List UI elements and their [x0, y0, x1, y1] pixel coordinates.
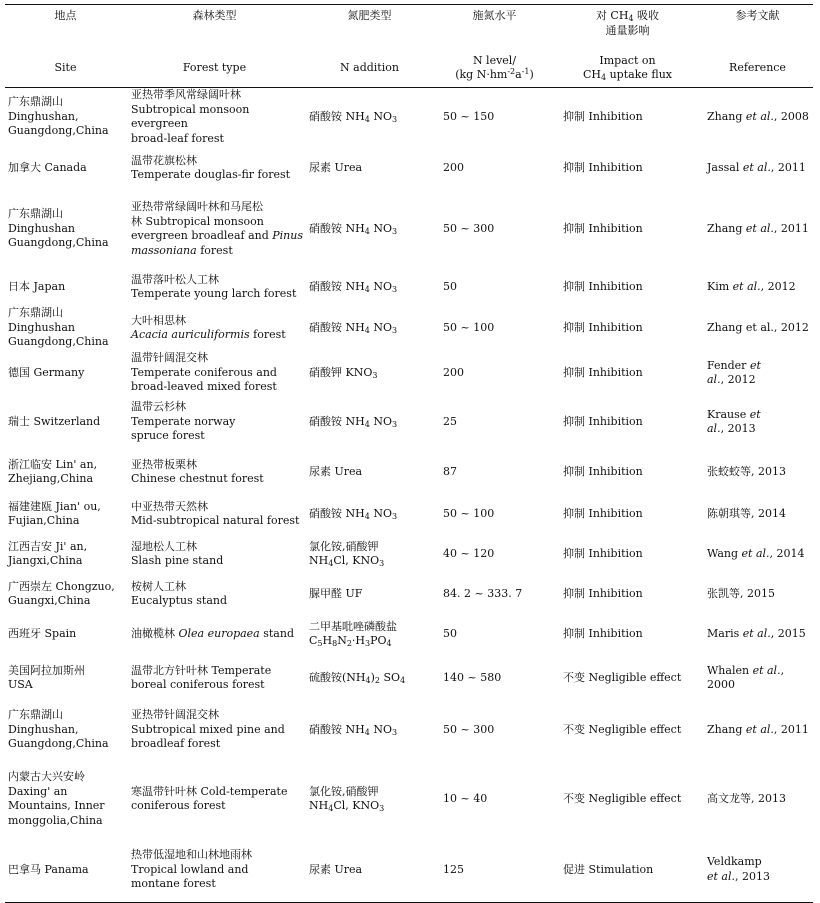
level-cell: 25: [443, 414, 457, 428]
n-cell: 硝酸铵 $NH_4$ $NO_3$: [309, 506, 398, 521]
header-impact-en: Impact on $CH_4$ uptake flux: [553, 49, 699, 88]
level-cell: 50 ~ 300: [443, 722, 495, 736]
site-cell: 西班牙 Spain: [8, 626, 77, 640]
n-cell: 尿素 Urea: [309, 464, 363, 478]
n-cell: 氯化铵,硝酸钾 $NH_4Cl$, $KNO_3$: [309, 784, 385, 813]
forest-cell: 温带花旗松林 Temperate douglas-fir forest: [131, 153, 291, 181]
ref-cell: Krause et al., 2013: [707, 407, 761, 435]
header-n-en: N addition: [303, 49, 433, 88]
ref-cell: Zhang et al., 2011: [707, 221, 809, 235]
level-cell: 200: [443, 160, 464, 174]
impact-cell: 抑制 Inhibition: [563, 414, 643, 428]
table-row: [5, 656, 813, 700]
site-cell: 广东鼎湖山 Dinghushan Guangdong,China: [8, 207, 109, 250]
site-cell: 浙江临安 Lin' an, Zhejiang,China: [8, 457, 98, 485]
site-cell: 瑞士 Switzerland: [8, 414, 101, 428]
ref-cell: Kim et al., 2012: [707, 279, 796, 293]
site-cell: 福建建瓯 Jian' ou, Fujian,China: [8, 499, 101, 527]
table-row: [5, 496, 813, 532]
table-row: [5, 146, 813, 190]
level-cell: 50 ~ 300: [443, 221, 495, 235]
table-row: [5, 306, 813, 350]
forest-cell: 温带云杉林 Temperate norway spruce forest: [131, 400, 236, 443]
n-cell: 硝酸钾 $KNO_3$: [309, 365, 378, 380]
forest-cell: 亚热带季风常绿阔叶林 Subtropical monsoon evergreen broad-leaf forest: [131, 88, 250, 145]
table-row: [5, 532, 813, 576]
level-cell: 140 ~ 580: [443, 670, 502, 684]
ref-cell: Veldkamp et al., 2013: [707, 855, 770, 883]
level-cell: 125: [443, 862, 464, 876]
ref-cell: Zhang et al., 2008: [707, 109, 809, 123]
table-row: [5, 838, 813, 902]
ref-cell: 张凯等, 2015: [707, 586, 775, 600]
forest-cell: 湿地松人工林 Slash pine stand: [131, 539, 224, 567]
forest-cell: 亚热带板栗林 Chinese chestnut forest: [131, 457, 264, 485]
ref-cell: Maris et al., 2015: [707, 626, 806, 640]
impact-cell: 抑制 Inhibition: [563, 221, 643, 235]
n-cell: 硝酸铵 $NH_4$ $NO_3$: [309, 722, 398, 737]
header-ref-cn: 参考文献: [735, 9, 780, 22]
level-cell: 200: [443, 365, 464, 379]
n-cell: 硝酸铵 $NH_4$ $NO_3$: [309, 279, 398, 294]
forest-cell: 桉树人工林 Eucalyptus stand: [131, 579, 228, 607]
table-row: [5, 448, 813, 496]
impact-cell: 不变 Negligible effect: [563, 670, 682, 684]
header-site-cn: 地点: [54, 9, 77, 22]
site-cell: 美国阿拉加斯州 USA: [8, 663, 85, 691]
header-level-cn: 施氮水平: [472, 9, 517, 22]
table-row: [5, 268, 813, 306]
header-n-cn: 氮肥类型: [347, 9, 392, 22]
forest-cell: 热带低湿地和山林地雨林 Tropical lowland and montane forest: [131, 848, 252, 890]
n-cell: 二甲基吡唑磷酸盐 $C_5H_8N_2\cdot H_3PO_4$: [309, 619, 397, 648]
site-cell: 日本 Japan: [8, 279, 66, 293]
site-cell: 广东鼎湖山 Dinghushan, Guangdong,China: [8, 95, 109, 138]
n-cell: 硝酸铵 $NH_4$ $NO_3$: [309, 221, 398, 236]
ref-cell: 陈朝琪等, 2014: [707, 506, 786, 520]
impact-cell: 抑制 Inhibition: [563, 160, 643, 174]
table-row: [5, 396, 813, 448]
n-cell: 硝酸铵 $NH_4$ $NO_3$: [309, 414, 398, 429]
n-cell: 脲甲醛 UF: [309, 586, 363, 600]
site-cell: 广西崇左 Chongzuo, Guangxi,China: [8, 579, 115, 607]
n-cell: 尿素 Urea: [309, 160, 363, 174]
level-cell: 84. 2 ~ 333. 7: [443, 586, 523, 600]
header-impact-cn: 对 $CH_4$ 吸收 通量影响: [595, 9, 660, 37]
level-cell: 50 ~ 150: [443, 109, 495, 123]
header-forest-en: Forest type: [123, 49, 303, 88]
table-row: [5, 576, 813, 612]
site-cell: 德国 Germany: [8, 365, 85, 379]
forest-cell: 大叶相思林 Acacia auriculiformis forest: [131, 313, 286, 341]
table-row: [5, 700, 813, 760]
impact-cell: 抑制 Inhibition: [563, 586, 643, 600]
n-cell: 尿素 Urea: [309, 862, 363, 876]
level-cell: 50: [443, 279, 457, 293]
n-cell: 硝酸铵 $NH_4$ $NO_3$: [309, 109, 398, 124]
forest-cell: 温带北方针叶林 Temperate boreal coniferous forest: [131, 663, 272, 691]
n-cell: 氯化铵,硝酸钾 $NH_4Cl$, $KNO_3$: [309, 539, 385, 568]
ref-cell: Jassal et al., 2011: [707, 160, 806, 174]
ref-cell: Whalen et al., 2000: [707, 663, 785, 691]
level-cell: 50 ~ 100: [443, 506, 495, 520]
impact-cell: 抑制 Inhibition: [563, 109, 643, 123]
impact-cell: 抑制 Inhibition: [563, 506, 643, 520]
header-row-en: [5, 49, 813, 88]
forest-cell: 温带针阔混交林 Temperate coniferous and broad-leaved mixed forest: [131, 351, 277, 394]
level-cell: 10 ~ 40: [443, 791, 488, 805]
impact-cell: 抑制 Inhibition: [563, 365, 643, 379]
ref-cell: Fender et al., 2012: [707, 358, 761, 386]
impact-cell: 抑制 Inhibition: [563, 320, 643, 334]
impact-cell: 不变 Negligible effect: [563, 791, 682, 805]
ref-cell: Wang et al., 2014: [707, 546, 805, 560]
header-row-cn: [5, 5, 813, 50]
impact-cell: 促进 Stimulation: [563, 862, 654, 876]
forest-cell: 温带落叶松人工林 Temperate young larch forest: [131, 272, 297, 300]
forest-cell: 亚热带常绿阔叶林和马尾松 林 Subtropical monsoon evergreen broadleaf and Pinus massoniana forest: [131, 200, 303, 257]
forest-cell: 中亚热带天然林 Mid-subtropical natural forest: [131, 499, 300, 527]
table-row: [5, 190, 813, 268]
n-cell: 硫酸铵$(NH_4)_2$ $SO_4$: [309, 670, 406, 685]
level-cell: 40 ~ 120: [443, 546, 495, 560]
forest-cell: 油橄榄林 Olea europaea stand: [131, 626, 294, 640]
site-cell: 广东鼎湖山 Dinghushan Guangdong,China: [8, 306, 109, 349]
impact-cell: 抑制 Inhibition: [563, 626, 643, 640]
data-table: [5, 4, 813, 903]
header-level-en: N level/ (kg $N\cdot hm^{-2}a^{-1}$): [433, 49, 553, 88]
impact-cell: 抑制 Inhibition: [563, 279, 643, 293]
table-row: [5, 612, 813, 656]
forest-cell: 亚热带针阔混交林 Subtropical mixed pine and broadleaf forest: [131, 708, 285, 751]
site-cell: 加拿大 Canada: [8, 160, 87, 174]
ref-cell: Zhang et al., 2011: [707, 722, 809, 736]
site-cell: 内蒙古大兴安岭 Daxing' an Mountains, Inner monggolia,China: [8, 770, 105, 827]
table-row: [5, 760, 813, 838]
level-cell: 50: [443, 626, 457, 640]
level-cell: 50 ~ 100: [443, 320, 495, 334]
ref-cell: 张蛟蛟等, 2013: [707, 464, 786, 478]
header-forest-cn: 森林类型: [192, 9, 237, 22]
ref-cell: Zhang et al., 2012: [707, 320, 809, 334]
level-cell: 87: [443, 464, 457, 478]
impact-cell: 抑制 Inhibition: [563, 464, 643, 478]
header-site-en: Site: [5, 49, 123, 88]
table-row: [5, 88, 813, 147]
header-ref-en: Reference: [699, 49, 813, 88]
impact-cell: 抑制 Inhibition: [563, 546, 643, 560]
ref-cell: 高文龙等, 2013: [707, 791, 786, 805]
impact-cell: 不变 Negligible effect: [563, 722, 682, 736]
site-cell: 广东鼎湖山 Dinghushan, Guangdong,China: [8, 708, 109, 751]
site-cell: 江西吉安 Ji' an, Jiangxi,China: [8, 539, 88, 567]
table-row: [5, 350, 813, 396]
site-cell: 巴拿马 Panama: [8, 862, 89, 876]
n-cell: 硝酸铵 $NH_4$ $NO_3$: [309, 320, 398, 335]
forest-cell: 寒温带针叶林 Cold-temperate coniferous forest: [131, 784, 288, 812]
